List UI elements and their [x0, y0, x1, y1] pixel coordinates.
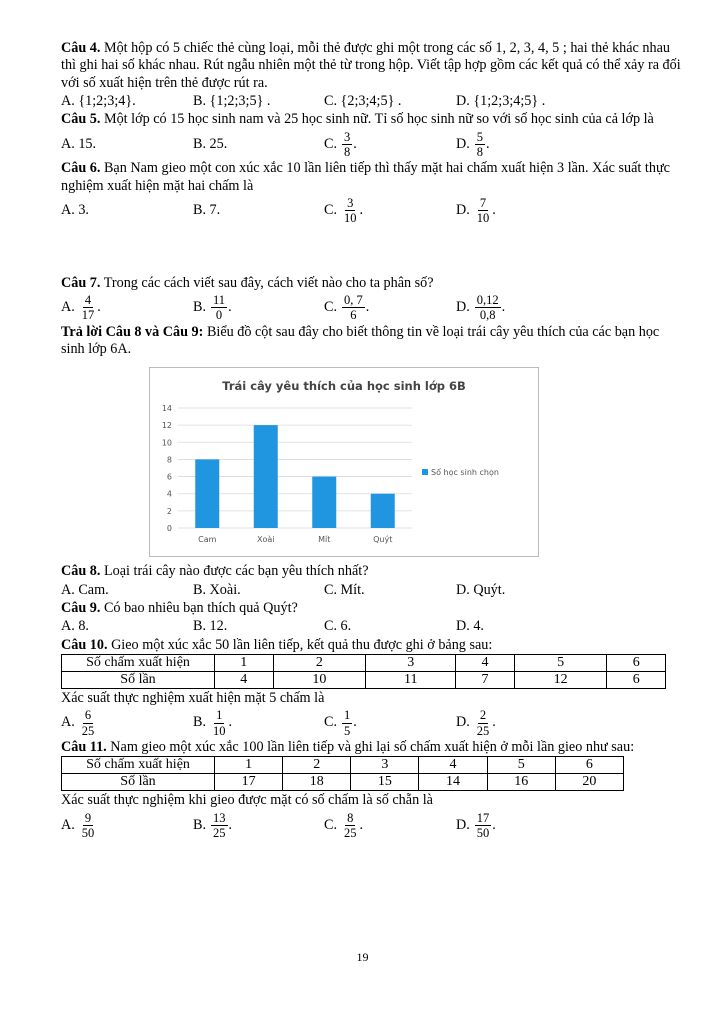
chart-title: Trái cây yêu thích của học sinh lớp 6B	[222, 379, 466, 394]
option-d: D. {1;2;3;4;5} .	[456, 92, 546, 109]
numerator: 0,12	[476, 293, 499, 307]
question-4	[61, 40, 681, 92]
question-11	[61, 739, 681, 756]
option-d: D. $\frac{5}{8}$ .	[456, 129, 490, 159]
option-d-label: D.	[456, 299, 470, 316]
option-a: A. {1;2;3;4}.	[61, 92, 136, 109]
table-cell: 2	[273, 654, 366, 671]
option-d-label: D.	[456, 135, 470, 152]
question-10-label: Câu 10.	[61, 636, 108, 653]
table-row	[62, 654, 666, 671]
legend-label: Số học sinh chọn	[431, 468, 499, 478]
option-d-label: D.	[456, 816, 470, 833]
option-b: B. $\frac{1}{10}$ .	[193, 708, 233, 738]
table-cell: 10	[273, 671, 366, 688]
denominator: 0,8	[479, 308, 496, 323]
y-tick-label: 2	[166, 507, 172, 517]
table-cell: 18	[283, 774, 351, 791]
option-a-label: A.	[61, 714, 75, 731]
page-number: 19	[356, 950, 369, 964]
option-a: A. 3.	[61, 202, 89, 219]
option-c-label: C.	[324, 816, 338, 833]
question-11-text: Nam gieo một xúc xắc 100 lần liên tiếp và ghi lại số chấm xuất hiện ở mỗi lần gieo như sau:	[106, 739, 635, 755]
table-cell: 6	[607, 654, 666, 671]
question-10-text: Gieo một xúc xắc 50 lần liên tiếp, kết quả thu được ghi ở bảng sau:	[107, 636, 493, 653]
question-5-label: Câu 5.	[61, 111, 101, 128]
denominator: 5	[344, 723, 351, 738]
x-tick-label: Mít	[318, 535, 331, 545]
denominator: 8	[476, 144, 484, 159]
bar	[312, 477, 336, 528]
table-cell: 3	[351, 757, 419, 774]
question-5-text: Một lớp có 15 học sinh nam và 25 học sinh nữ. Tỉ số học sinh nữ so với số học sinh của cả lớp là	[100, 111, 654, 128]
table-cell: 7	[456, 671, 515, 688]
fraction	[211, 708, 228, 738]
legend-swatch	[422, 469, 428, 475]
fraction	[475, 811, 492, 841]
table-row-header: Số lần	[62, 774, 215, 791]
denominator: 25	[81, 723, 95, 738]
fraction	[211, 811, 228, 841]
numerator: 5	[476, 129, 484, 144]
table-cell: 4	[419, 757, 487, 774]
option-d: D. $\frac{7}{10}$ .	[456, 195, 496, 226]
question-10	[61, 637, 681, 654]
option-c-label: C.	[324, 202, 338, 219]
bar	[254, 426, 278, 529]
table-cell: 1	[215, 654, 274, 671]
fraction	[211, 293, 227, 323]
question-7-text: Trong các cách viết sau đây, cách viết nào cho ta phân số?	[100, 274, 434, 291]
table-cell: 5	[487, 757, 555, 774]
option-a-label: A.	[61, 816, 75, 833]
fraction	[342, 196, 359, 226]
option-a-label: A.	[61, 299, 75, 316]
numerator: 7	[479, 195, 487, 210]
fraction	[80, 811, 97, 841]
numerator: 8	[347, 810, 354, 825]
fraction	[80, 708, 97, 738]
table-cell: 1	[215, 757, 283, 774]
numerator: 3	[347, 195, 354, 210]
fraction	[475, 196, 492, 226]
denominator: 8	[344, 144, 351, 159]
option-c-label: C.	[324, 135, 338, 152]
question-8-label: Câu 8.	[61, 563, 101, 580]
option-a: A. Cam.	[61, 581, 109, 598]
question-11-label: Câu 11.	[61, 739, 107, 755]
option-b-label: B.	[193, 714, 207, 731]
table-cell: 20	[555, 774, 623, 791]
option-d: D. 4.	[456, 618, 484, 635]
question-6-text: Bạn Nam gieo một con xúc xắc 10 lần liên tiếp thì thấy mặt hai chấm xuất hiện 3 lần. Xác suất thực nghiệm xuất hiện mặt hai chấm là	[61, 160, 670, 194]
fraction	[342, 293, 365, 323]
numerator: 13	[213, 810, 226, 825]
numerator: 3	[344, 129, 351, 144]
option-b: B. {1;2;3;5} .	[193, 92, 271, 109]
option-c: C. $\frac{3}{8}$ .	[324, 129, 357, 159]
question-6	[61, 160, 681, 195]
bar-chart-svg	[150, 368, 538, 556]
question-11-prompt: Xác suất thực nghiệm khi gieo được mặt có số chấm là số chẵn là	[61, 792, 433, 809]
denominator: 10	[344, 211, 357, 226]
option-c-label: C.	[324, 299, 338, 316]
dice-table-q10	[61, 654, 666, 689]
table-row-header: Số chấm xuất hiện	[62, 654, 215, 671]
numerator: 1	[216, 708, 223, 723]
numerator: 2	[479, 708, 487, 723]
question-11-options	[61, 811, 681, 841]
table-cell: 6	[555, 757, 623, 774]
option-a: A. $\frac{4}{17}$ .	[61, 293, 101, 323]
table-cell: 6	[607, 671, 666, 688]
table-cell: 17	[215, 774, 283, 791]
option-b: B. 12.	[193, 618, 228, 635]
denominator: 10	[476, 211, 490, 226]
option-c-label: C.	[324, 714, 338, 731]
option-b-label: B.	[193, 816, 207, 833]
option-d-label: D.	[456, 714, 470, 731]
option-c: C. $\frac{8}{25}$ .	[324, 810, 364, 840]
question-6-options	[61, 196, 681, 226]
bar	[195, 460, 219, 529]
intro-questions-8-9	[61, 324, 681, 359]
numerator: 6	[84, 708, 92, 723]
option-d: D. $\frac{0,12}{0,8}$ .	[456, 293, 506, 323]
question-7	[61, 275, 681, 292]
table-cell: 4	[215, 671, 274, 688]
question-5-options	[61, 130, 681, 160]
table-cell: 16	[487, 774, 555, 791]
option-b: B. Xoài.	[193, 581, 241, 598]
option-d: D. $\frac{2}{25}$ .	[456, 708, 496, 738]
question-8-text: Loại trái cây nào được các bạn yêu thích nhất?	[100, 563, 369, 580]
option-c: C. $\frac{0, 7}{6}$ .	[324, 293, 370, 323]
table-cell: 2	[283, 757, 351, 774]
x-tick-label: Cam	[198, 535, 217, 545]
table-cell: 5	[514, 654, 607, 671]
denominator: 17	[81, 308, 95, 323]
question-9-options	[61, 618, 681, 635]
y-tick-label: 8	[166, 455, 172, 465]
table-row	[62, 757, 624, 774]
numerator: 1	[344, 708, 351, 723]
question-9	[61, 600, 681, 617]
numerator: 17	[476, 810, 490, 825]
question-4-text: Một hộp có 5 chiếc thẻ cùng loại, mỗi thẻ được ghi một trong các số 1, 2, 3, 4, 5 ; hai thẻ khác nhau thì ghi hai số khác nhau. Rút ngẫu nhiên một thẻ từ trong hộp. Viết tập hợp gồm các kết quả có thể xảy ra đối với số xuất hiện trên thẻ được rút ra.	[61, 40, 681, 91]
bar	[371, 494, 395, 528]
option-c: C. $\frac{1}{5}$ .	[324, 708, 357, 738]
fraction	[80, 293, 97, 323]
option-d-label: D.	[456, 202, 470, 219]
option-b: B. 25.	[193, 135, 228, 152]
table-row-header: Số lần	[62, 671, 215, 688]
option-b: B. $\frac{13}{25}$ .	[193, 810, 233, 840]
table-cell: 4	[456, 654, 515, 671]
y-tick-label: 14	[161, 404, 172, 414]
option-d: D. $\frac{17}{50}$ .	[456, 810, 496, 840]
numerator: 11	[213, 293, 226, 307]
denominator: 50	[81, 826, 95, 840]
fraction	[342, 811, 359, 841]
spacer	[61, 227, 681, 275]
x-tick-label: Quýt	[373, 535, 393, 545]
y-tick-label: 4	[166, 490, 172, 500]
table-cell: 12	[514, 671, 607, 688]
option-c: C. 6.	[324, 618, 352, 635]
fraction	[475, 708, 492, 738]
option-b-label: B.	[193, 299, 207, 316]
option-a	[61, 811, 193, 841]
option-d: D. Quýt.	[456, 581, 506, 598]
table-cell: 11	[366, 671, 456, 688]
denominator: 50	[476, 826, 490, 840]
denominator: 6	[350, 308, 357, 323]
x-tick-label: Xoài	[257, 535, 275, 545]
option-c: C. Mít.	[324, 581, 365, 598]
option-b: B. $\frac{11}{0}$ .	[193, 293, 232, 323]
option-c: C. $\frac{3}{10}$ .	[324, 195, 364, 226]
option-a: A. 15.	[61, 135, 97, 152]
question-7-label: Câu 7.	[61, 274, 101, 291]
y-tick-label: 12	[161, 421, 172, 431]
table-row	[62, 774, 624, 791]
y-tick-label: 6	[166, 472, 172, 482]
question-7-options	[61, 293, 681, 323]
question-4-options	[61, 93, 681, 110]
fraction	[342, 708, 352, 738]
table-cell: 3	[366, 654, 456, 671]
denominator: 0	[215, 308, 223, 323]
option-c: C. {2;3;4;5} .	[324, 92, 402, 109]
fraction	[475, 293, 501, 323]
option-b: B. 7.	[193, 202, 221, 219]
table-cell: 15	[351, 774, 419, 791]
question-6-label: Câu 6.	[61, 160, 101, 177]
table-row-header: Số chấm xuất hiện	[62, 757, 215, 774]
denominator: 25	[213, 826, 226, 840]
y-tick-label: 0	[166, 524, 172, 534]
bar-chart	[149, 367, 539, 557]
question-8-options	[61, 582, 681, 599]
numerator: 0, 7	[344, 293, 363, 307]
option-a: A. 8.	[61, 618, 89, 635]
numerator: 9	[84, 810, 92, 825]
option-a	[61, 708, 193, 738]
denominator: 10	[213, 723, 226, 738]
exam-page	[61, 40, 681, 841]
table-cell: 14	[419, 774, 487, 791]
question-4-label: Câu 4.	[61, 40, 101, 56]
question-5	[61, 111, 681, 128]
denominator: 25	[344, 826, 357, 840]
intro-label: Trả lời Câu 8 và Câu 9:	[61, 323, 204, 340]
dice-table-q11	[61, 756, 624, 791]
question-9-label: Câu 9.	[61, 600, 101, 616]
question-8	[61, 563, 681, 580]
denominator: 25	[476, 723, 490, 738]
table-row	[62, 671, 666, 688]
intro-text: Biểu đồ cột sau đây cho biết thông tin về loại trái cây yêu thích của các bạn học sinh lớp 6A.	[61, 323, 660, 358]
question-10-options	[61, 708, 681, 738]
question-9-text: Có bao nhiêu bạn thích quả Quýt?	[100, 600, 298, 616]
y-tick-label: 10	[161, 438, 172, 448]
question-10-prompt: Xác suất thực nghiệm xuất hiện mặt 5 chấm là	[61, 689, 325, 706]
fraction	[475, 130, 485, 160]
fraction	[342, 130, 352, 160]
numerator: 4	[84, 293, 92, 307]
